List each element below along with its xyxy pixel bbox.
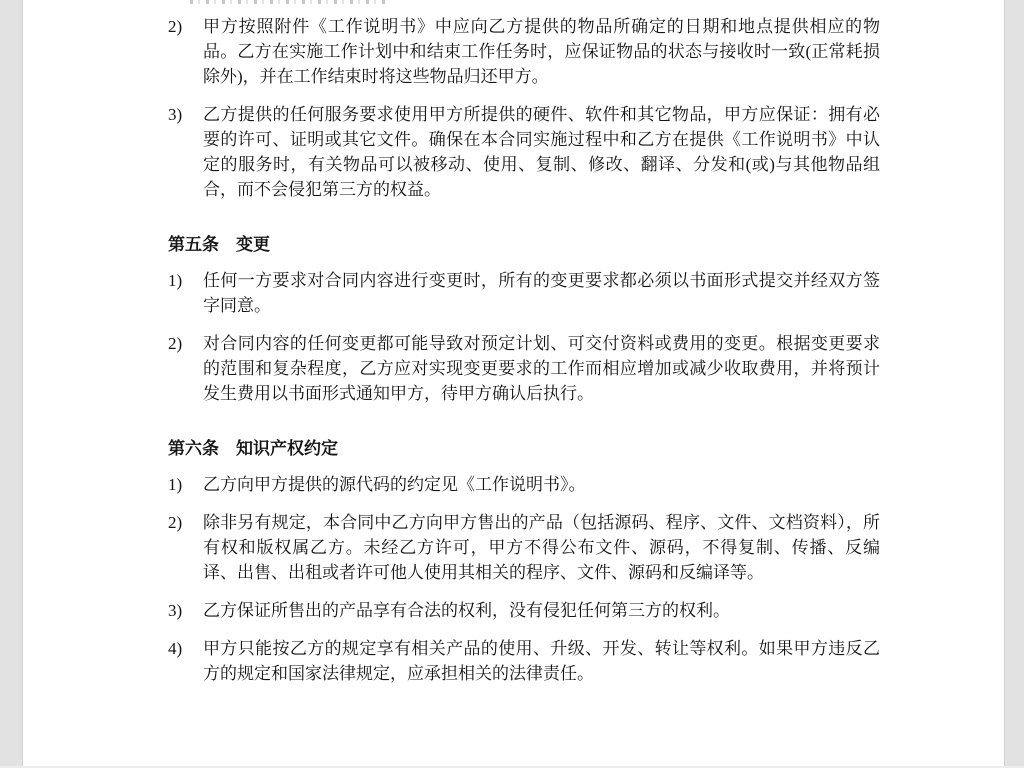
clause-text: 乙方提供的任何服务要求使用甲方所提供的硬件、软件和其它物品，甲方应保证：拥有必要的许可、证明或其它文件。确保在本合同实施过程中和乙方在提供《工作说明书》中认定的服务时，有关物品可以被移动、使用、复制、修改、翻译、分发和(或)与其他物品组合，而不会侵犯第三方的权益。 (203, 105, 880, 199)
clause-number: 1) (168, 271, 183, 290)
clause-text: 乙方向甲方提供的源代码的约定见《工作说明书》。 (203, 475, 586, 494)
contract-clause (168, 14, 880, 89)
contract-clause (168, 472, 880, 497)
clause-text: 乙方保证所售出的产品享有合法的权利，没有侵犯任何第三方的权利。 (203, 601, 730, 620)
clause-number: 2) (168, 334, 183, 353)
contract-clause (168, 598, 880, 623)
clause-number: 2) (168, 513, 183, 532)
contract-clause (168, 268, 880, 318)
clause-number: 4) (168, 639, 183, 658)
page-right-margin-gutter (1004, 0, 1024, 768)
clause-text: 甲方只能按乙方的规定享有相关产品的使用、升级、开发、转让等权利。如果甲方违反乙方的规定和国家法律规定，应承担相关的法律责任。 (203, 639, 880, 683)
contract-clause (168, 331, 880, 406)
contract-clause (168, 636, 880, 686)
clause-number: 2) (168, 17, 183, 36)
clause-text: 除非另有规定，本合同中乙方向甲方售出的产品（包括源码、程序、文件、文档资料），所有权和版权属乙方。未经乙方许可，甲方不得公布文件、源码，不得复制、传播、反编译、出售、出租或者许可他人使用其相关的程序、文件、源码和反编译等。 (203, 513, 880, 582)
clause-text: 甲方按照附件《工作说明书》中应向乙方提供的物品所确定的日期和地点提供相应的物品。乙方在实施工作计划中和结束工作任务时，应保证物品的状态与接收时一致(正常耗损除外)，并在工作结束时将这些物品归还甲方。 (203, 17, 880, 86)
contract-clause (168, 510, 880, 585)
contract-clause (168, 102, 880, 202)
clause-number: 3) (168, 105, 183, 124)
contract-page (168, 0, 880, 699)
clause-text: 任何一方要求对合同内容进行变更时，所有的变更要求都必须以书面形式提交并经双方签字同意。 (203, 271, 880, 315)
section-heading-article-5: 第五条 变更 (168, 235, 270, 254)
page-left-margin-gutter (0, 0, 23, 768)
clause-number: 3) (168, 601, 183, 620)
clause-text: 对合同内容的任何变更都可能导致对预定计划、可交付资料或费用的变更。根据变更要求的范围和复杂程度，乙方应对实现变更要求的工作而相应增加或减少收取费用，并将预计发生费用以书面形式通知甲方，待甲方确认后执行。 (203, 334, 880, 403)
section-heading-article-6: 第六条 知识产权约定 (168, 439, 338, 458)
clause-number: 1) (168, 475, 183, 494)
